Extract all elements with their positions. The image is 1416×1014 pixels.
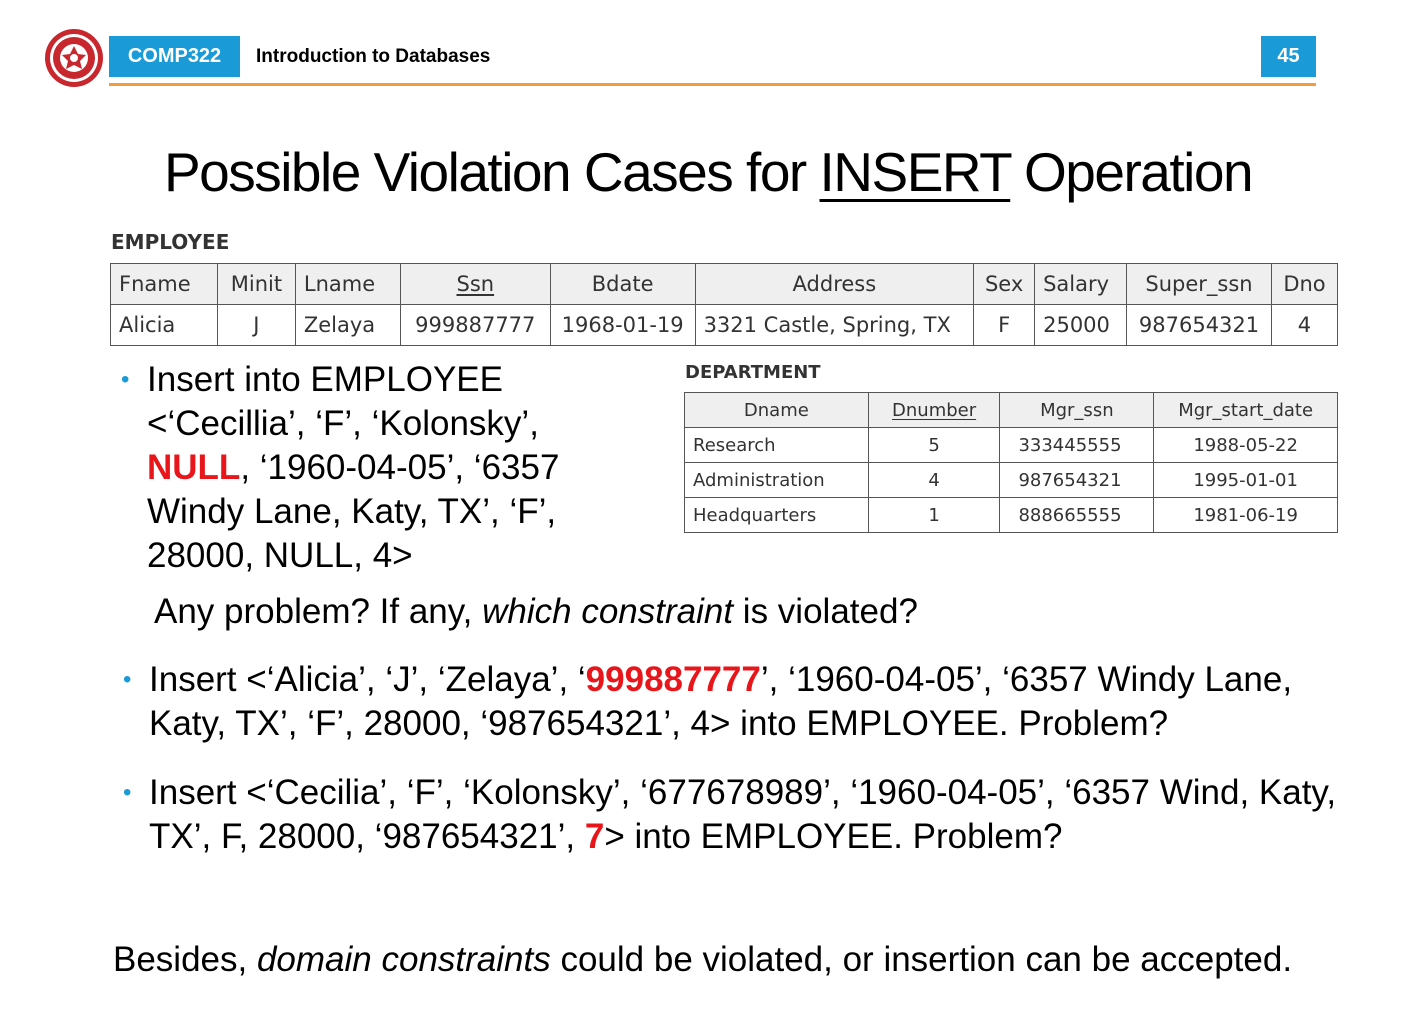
slide-title	[0, 140, 1416, 204]
bullet-text: ’, ‘1960-04-05’, ‘6357 Windy Lane, Katy, TX’, ‘F’, 28000, ‘987654321’, 4> into EMPLOYEE. Problem?	[149, 660, 1293, 743]
employee-cell: 3321 Castle, Spring, TX	[695, 305, 974, 346]
department-cell: Research	[685, 428, 869, 463]
title-underlined: INSERT	[819, 141, 1011, 203]
bullet-dot-icon: •	[123, 779, 132, 806]
department-cell: Headquarters	[685, 498, 869, 533]
employee-cell: 4	[1271, 305, 1337, 346]
bullet-dot-icon: •	[121, 366, 130, 393]
department-cell: 4	[868, 463, 1000, 498]
bullet-text: > into EMPLOYEE. Problem?	[604, 817, 1063, 856]
question-italic: which constraint	[482, 592, 734, 631]
bullet-line: 28000, NULL, 4>	[147, 536, 413, 575]
footer-note	[113, 940, 1292, 980]
employee-header-row	[111, 264, 1338, 305]
department-col-mgr-start-date: Mgr_start_date	[1154, 393, 1338, 428]
employee-cell: Alicia	[111, 305, 218, 346]
question-text: Any problem? If any,	[154, 592, 483, 631]
employee-col-lname: Lname	[295, 264, 400, 305]
bullet-insert-duplicate-ssn	[123, 658, 1369, 746]
department-table	[684, 392, 1338, 533]
department-cell: 5	[868, 428, 1000, 463]
title-before: Possible Violation Cases for	[163, 141, 820, 203]
title-after: Operation	[1010, 141, 1253, 203]
bullet-line: Windy Lane, Katy, TX’, ‘F’,	[147, 492, 557, 531]
bullet-insert-null-ssn	[121, 358, 627, 578]
question-which-constraint	[154, 592, 918, 632]
header-rule	[109, 83, 1316, 86]
page-number-badge: 45	[1261, 36, 1316, 77]
employee-col-ssn-label: Ssn	[456, 272, 495, 296]
employee-table-caption: EMPLOYEE	[111, 230, 230, 254]
footer-text: Besides,	[113, 940, 257, 979]
department-cell: 1981-06-19	[1154, 498, 1338, 533]
table-row	[111, 305, 1338, 346]
bullet-text: Insert <‘Alicia’, ‘J’, ‘Zelaya’, ‘	[149, 660, 586, 699]
employee-col-fname: Fname	[111, 264, 218, 305]
bullet-text: , ‘1960-04-05’, ‘6357	[240, 448, 560, 487]
bullet-text: Insert <‘Cecilia’, ‘F’, ‘Kolonsky’, ‘677678989’, ‘1960-04-05’, ‘6357 Wind, Katy, TX’, F, 28000, ‘987654321’,	[149, 773, 1337, 856]
department-header-row	[685, 393, 1338, 428]
employee-cell: 999887777	[400, 305, 550, 346]
department-cell: Administration	[685, 463, 869, 498]
university-seal-logo	[44, 28, 104, 88]
department-cell: 1988-05-22	[1154, 428, 1338, 463]
department-col-mgr-ssn: Mgr_ssn	[1000, 393, 1154, 428]
highlight-duplicate-ssn: 999887777	[585, 660, 761, 699]
table-row	[685, 498, 1338, 533]
department-table-caption: DEPARTMENT	[685, 362, 821, 383]
employee-cell: 1968-01-19	[550, 305, 695, 346]
bullet-line: <‘Cecillia’, ‘F’, ‘Kolonsky’,	[147, 404, 539, 443]
employee-table	[110, 263, 1338, 346]
employee-col-salary: Salary	[1035, 264, 1127, 305]
employee-cell: J	[217, 305, 295, 346]
highlight-null: NULL	[147, 448, 241, 487]
employee-cell: 987654321	[1127, 305, 1272, 346]
department-col-dnumber	[868, 393, 1000, 428]
course-code-badge: COMP322	[109, 36, 240, 77]
footer-italic: domain constraints	[256, 940, 551, 979]
table-row	[685, 428, 1338, 463]
employee-cell: 25000	[1035, 305, 1127, 346]
course-title: Introduction to Databases	[256, 46, 491, 67]
department-cell: 333445555	[1000, 428, 1154, 463]
employee-col-bdate: Bdate	[550, 264, 695, 305]
employee-cell: Zelaya	[295, 305, 400, 346]
department-cell: 888665555	[1000, 498, 1154, 533]
bullet-insert-invalid-dno	[123, 771, 1369, 859]
bullet-line	[147, 446, 627, 490]
footer-text: could be violated, or insertion can be accepted.	[550, 940, 1293, 979]
employee-col-sex: Sex	[974, 264, 1035, 305]
table-row	[685, 463, 1338, 498]
employee-cell: F	[974, 305, 1035, 346]
department-cell: 1	[868, 498, 1000, 533]
bullet-dot-icon: •	[123, 666, 132, 693]
employee-col-address: Address	[695, 264, 974, 305]
department-cell: 1995-01-01	[1154, 463, 1338, 498]
highlight-invalid-dno: 7	[584, 817, 605, 856]
department-col-dnumber-label: Dnumber	[892, 399, 977, 421]
employee-col-super-ssn: Super_ssn	[1127, 264, 1272, 305]
bullet-line: Insert into EMPLOYEE	[147, 360, 503, 399]
department-cell: 987654321	[1000, 463, 1154, 498]
department-col-dname: Dname	[685, 393, 869, 428]
employee-col-dno: Dno	[1271, 264, 1337, 305]
employee-col-minit: Minit	[217, 264, 295, 305]
question-text: is violated?	[733, 592, 918, 631]
employee-col-ssn	[400, 264, 550, 305]
